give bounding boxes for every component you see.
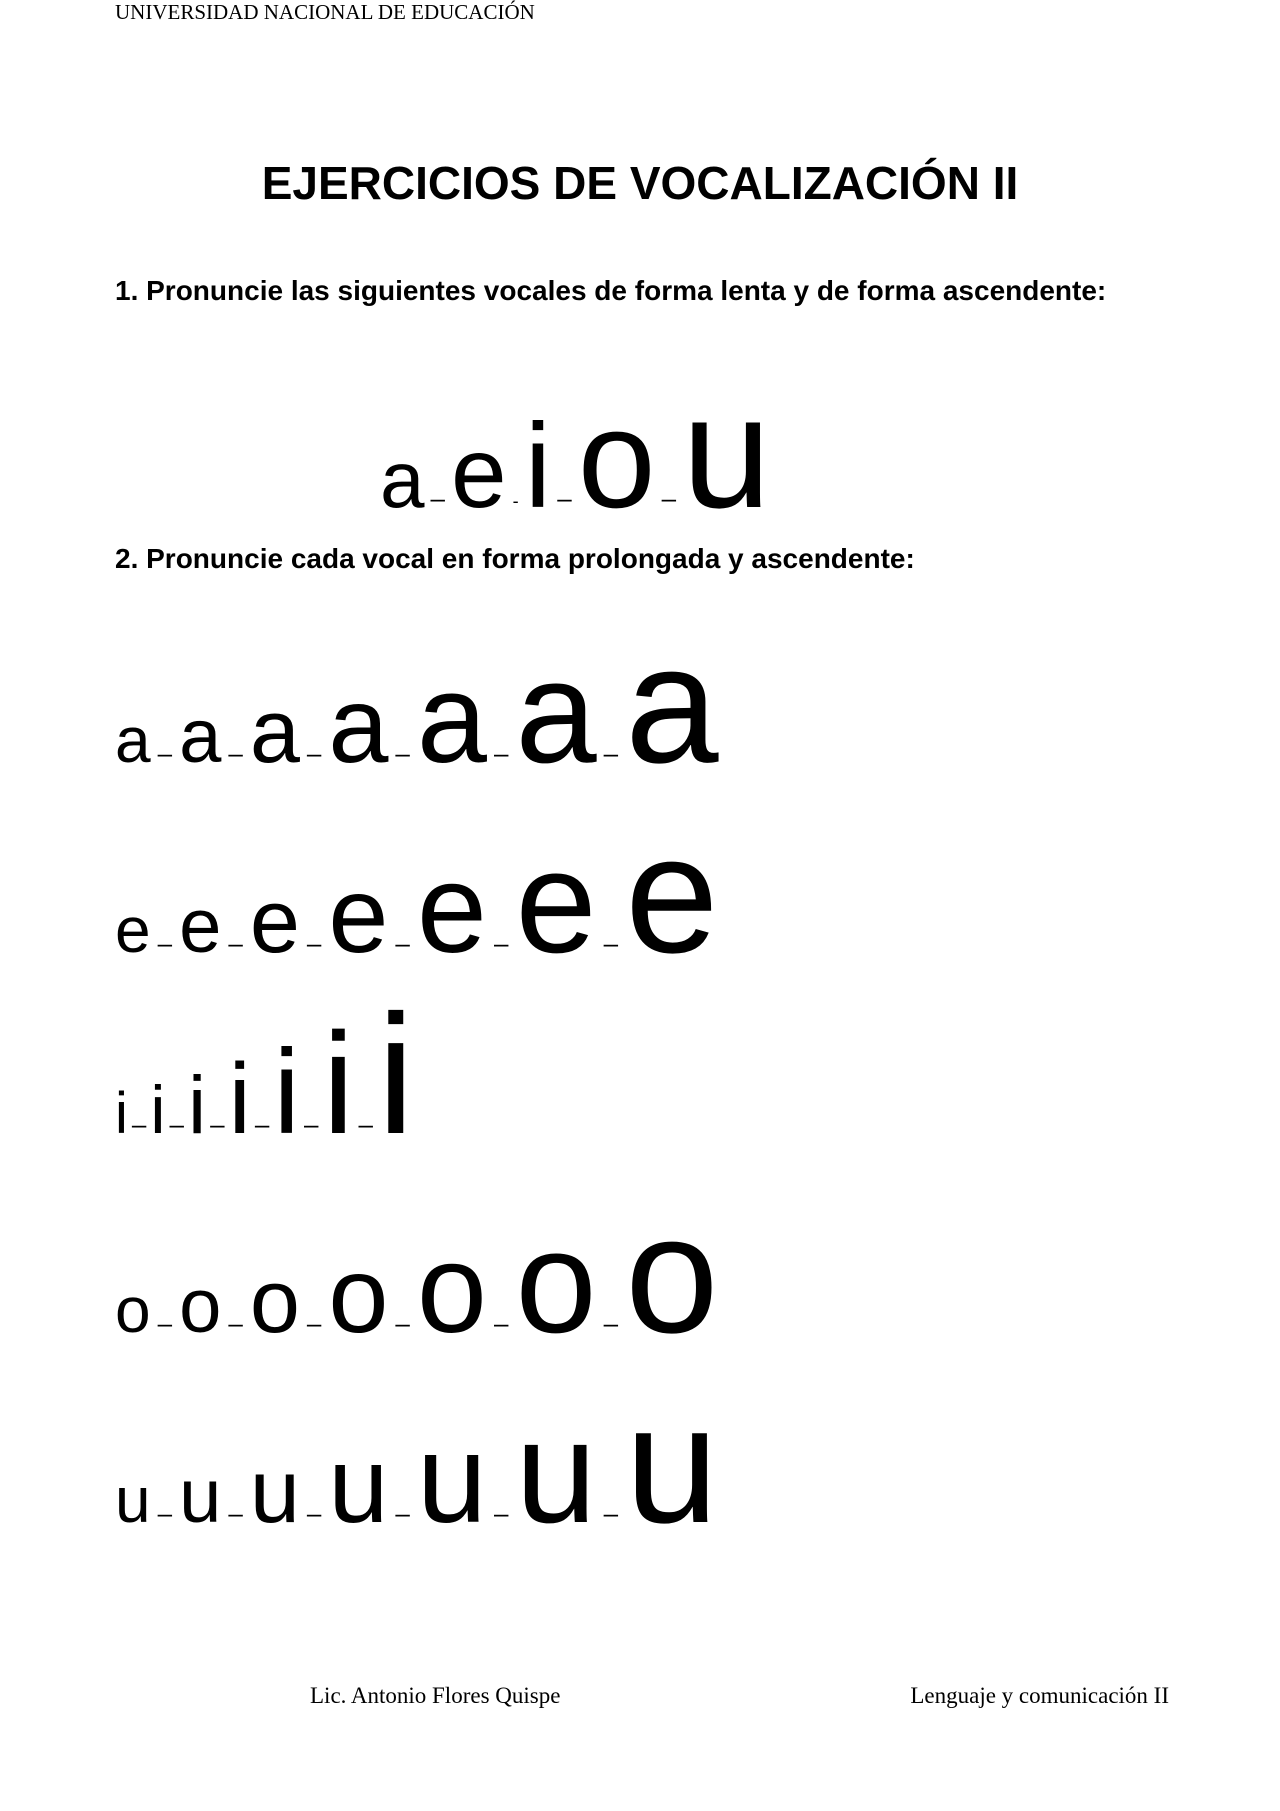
vowel-a: a	[179, 694, 222, 779]
vowel-u: u	[515, 1390, 597, 1553]
vowel-i: i	[150, 1072, 166, 1148]
vowel-u: u	[115, 1464, 151, 1536]
vowel-u: u	[179, 1454, 222, 1539]
exercise-2-instruction: 2. Pronuncie cada vocal en forma prolongada y ascendente:	[115, 543, 915, 574]
separator-dash: –	[603, 928, 619, 958]
vowel-a: a	[328, 664, 389, 785]
vowel-row-i	[115, 980, 415, 1170]
vowel-row-e	[115, 800, 719, 988]
separator-dash: –	[228, 928, 243, 958]
vowel-u: u	[625, 1370, 719, 1558]
vowel-o: o	[625, 1180, 719, 1368]
separator-dash: –	[228, 1308, 243, 1338]
separator-dash: –	[228, 738, 243, 768]
vowel-o: o	[515, 1200, 597, 1363]
vowel-a: a	[249, 682, 300, 782]
separator-dash: –	[493, 1308, 509, 1338]
vowel-i: i	[273, 1025, 300, 1159]
vowel-o: o	[416, 1218, 487, 1359]
vowel-a: a	[515, 630, 597, 793]
vowel-o: o	[249, 1252, 300, 1352]
vowel-o: o	[179, 1264, 222, 1349]
vowel-i: i	[228, 1043, 251, 1155]
vowel-o: o	[577, 380, 656, 537]
separator-dash: –	[661, 483, 677, 513]
separator-dash: –	[395, 1308, 410, 1338]
vowel-a: a	[625, 610, 719, 798]
separator-dash: –	[303, 1109, 319, 1139]
separator-dash: –	[228, 1498, 243, 1528]
separator-dash: –	[603, 1308, 619, 1338]
page-title: EJERCICIOS DE VOCALIZACIÓN II	[261, 157, 1019, 209]
separator-dash: –	[210, 1109, 225, 1139]
separator-dash: –	[157, 928, 173, 958]
separator-dash: –	[157, 1308, 173, 1338]
separator-dash: -	[512, 491, 519, 511]
separator-dash: –	[493, 738, 509, 768]
separator-dash: –	[157, 1498, 173, 1528]
vowel-u: u	[328, 1424, 389, 1545]
separator-dash: –	[254, 1109, 270, 1139]
vowel-e: e	[249, 872, 300, 972]
vowel-i: i	[376, 980, 415, 1170]
vowel-u: u	[416, 1408, 487, 1549]
vowel-e: e	[115, 894, 151, 966]
vowel-row-u	[115, 1370, 719, 1558]
separator-dash: –	[306, 1498, 322, 1528]
footer-author: Lic. Antonio Flores Quispe	[310, 1683, 561, 1708]
exercise-1-instruction: 1. Pronuncie las siguientes vocales de forma lenta y de forma ascendente:	[115, 275, 1107, 306]
vowel-e: e	[179, 884, 222, 969]
vowel-a: a	[380, 435, 425, 524]
vowel-a: a	[115, 704, 151, 776]
vowel-i: i	[187, 1060, 207, 1151]
separator-dash: –	[306, 1308, 322, 1338]
vowel-o: o	[115, 1274, 151, 1346]
vowel-o: o	[328, 1234, 389, 1355]
vowel-i: i	[115, 1081, 128, 1146]
vowel-e: e	[328, 854, 389, 975]
separator-dash: –	[306, 738, 322, 768]
separator-dash: –	[395, 738, 410, 768]
separator-dash: –	[603, 1498, 619, 1528]
vowel-row-o	[115, 1180, 719, 1368]
vowel-e: e	[515, 820, 597, 983]
separator-dash: –	[430, 483, 445, 513]
separator-dash: –	[493, 1498, 509, 1528]
separator-dash: –	[557, 483, 572, 513]
separator-dash: –	[306, 928, 322, 958]
separator-dash: –	[131, 1109, 147, 1139]
separator-dash: –	[157, 738, 173, 768]
separator-dash: –	[395, 1498, 410, 1528]
vowel-e: e	[450, 417, 507, 529]
separator-dash: –	[603, 738, 619, 768]
vowel-e: e	[416, 838, 487, 979]
exercise-1-vowel-sequence	[380, 362, 772, 541]
vowel-a: a	[416, 648, 487, 789]
vowel-u: u	[249, 1442, 300, 1542]
vowel-e: e	[625, 800, 719, 988]
separator-dash: –	[169, 1109, 184, 1139]
vowel-row-a	[115, 610, 719, 798]
vowel-i: i	[322, 1003, 355, 1164]
vowel-u: u	[682, 362, 772, 541]
vowel-i: i	[524, 399, 552, 533]
separator-dash: –	[493, 928, 509, 958]
footer-course: Lenguaje y comunicación II	[910, 1683, 1169, 1708]
header-institution: UNIVERSIDAD NACIONAL DE EDUCACIÓN	[115, 0, 535, 24]
separator-dash: –	[395, 928, 410, 958]
separator-dash: –	[358, 1109, 373, 1139]
